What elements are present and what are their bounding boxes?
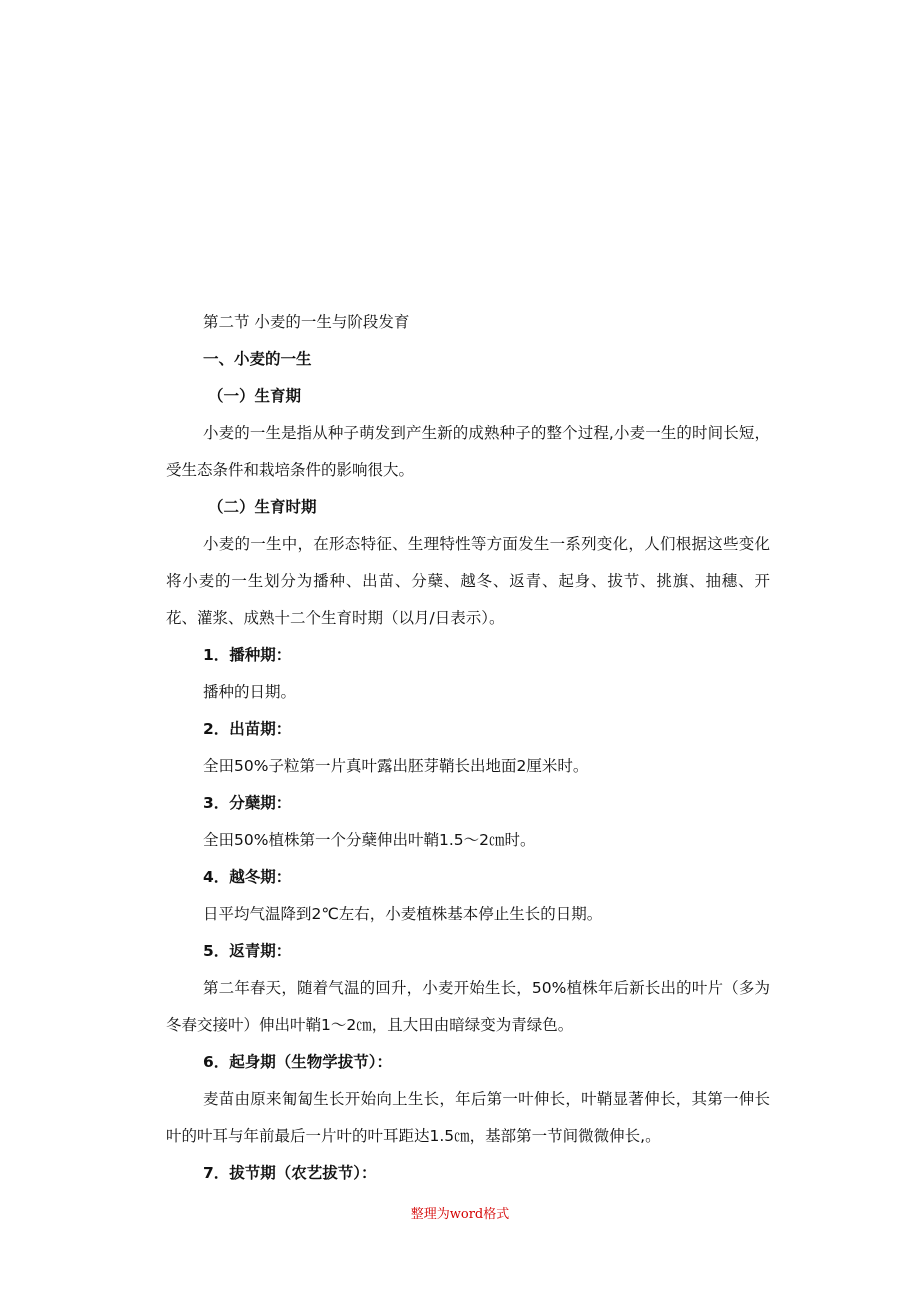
page-footer: 整理为word格式 (410, 1207, 510, 1222)
subheading-growth-period: （一）生育期 (208, 387, 302, 405)
stage-text-erecting: 麦苗由原来匍匐生长开始向上生长，年后第一叶伸长，叶鞘显著伸长，其第一伸长叶的叶耳与年前最后一片叶的叶耳距达1.5㎝，基部第一节间微微伸长,。 (166, 1090, 770, 1145)
section-title: 第二节 小麦的一生与阶段发育 (203, 313, 410, 331)
stage-heading-sowing: 1．播种期： (203, 646, 292, 664)
stage-text-sowing: 播种的日期。 (203, 683, 297, 701)
document-body (166, 304, 770, 1192)
subheading-growth-stages: （二）生育时期 (208, 498, 317, 516)
stage-heading-regreening: 5．返青期： (203, 942, 292, 960)
stage-heading-emergence: 2．出苗期： (203, 720, 292, 738)
stage-text-emergence: 全田50%子粒第一片真叶露出胚芽鞘长出地面2厘米时。 (203, 757, 589, 775)
paragraph-growth-period: 小麦的一生是指从种子萌发到产生新的成熟种子的整个过程,小麦一生的时间长短，受生态条件和栽培条件的影响很大。 (166, 424, 770, 479)
stage-heading-erecting: 6．起身期（生物学拔节）： (203, 1053, 393, 1071)
stage-heading-tillering: 3．分蘖期： (203, 794, 292, 812)
paragraph-growth-stages: 小麦的一生中，在形态特征、生理特性等方面发生一系列变化，人们根据这些变化将小麦的一生划分为播种、出苗、分蘖、越冬、返青、起身、拔节、挑旗、抽穗、开花、灌浆、成熟十二个生育时期（以月/日表示）。 (166, 535, 770, 627)
stage-text-wintering: 日平均气温降到2℃左右，小麦植株基本停止生长的日期。 (203, 905, 603, 923)
heading-life-cycle: 一、小麦的一生 (203, 350, 312, 368)
stage-heading-jointing: 7．拔节期（农艺拔节）： (203, 1164, 377, 1182)
stage-heading-wintering: 4．越冬期： (203, 868, 292, 886)
stage-text-tillering: 全田50%植株第一个分蘖伸出叶鞘1.5～2㎝时。 (203, 831, 536, 849)
stage-text-regreening: 第二年春天，随着气温的回升，小麦开始生长，50%植株年后新长出的叶片（多为冬春交接叶）伸出叶鞘1～2㎝，且大田由暗绿变为青绿色。 (166, 979, 770, 1034)
